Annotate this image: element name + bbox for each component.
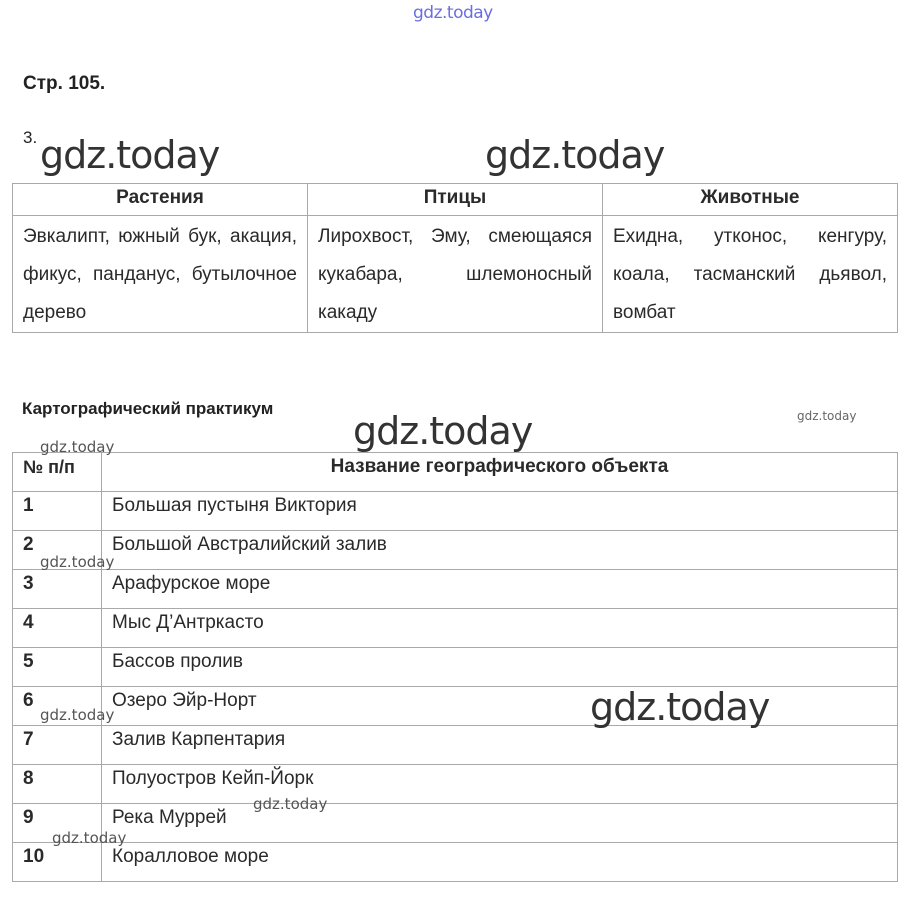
page-title: Стр. 105. — [23, 73, 106, 94]
object-name: Мыс Д’Антркасто — [102, 609, 898, 648]
row-number: 8 — [13, 765, 102, 804]
watermark: gdz.today — [40, 706, 115, 724]
watermark: gdz.today — [40, 133, 220, 177]
cell-plants: Эвкалипт, южный бук, акация, фикус, пандaнус, бутылочное дерево — [13, 216, 308, 333]
table-row — [13, 492, 898, 531]
row-number: 7 — [13, 726, 102, 765]
object-name: Арафурское море — [102, 570, 898, 609]
table-row — [13, 843, 898, 882]
table-row — [13, 648, 898, 687]
header-birds: Птицы — [308, 184, 603, 216]
task-number: 3. — [23, 128, 38, 147]
object-name: Озеро Эйр-Норт — [102, 687, 898, 726]
header-object-name: Название географического объекта — [102, 453, 898, 492]
row-number: 10 — [13, 843, 102, 882]
table-header-row — [13, 184, 898, 216]
watermark: gdz.today — [590, 685, 770, 729]
watermark: gdz.today — [797, 409, 857, 423]
cell-birds: Лирохвост, Эму, смеющаяся кукабара, шлемоносный какаду — [308, 216, 603, 333]
object-name: Большой Австралийский залив — [102, 531, 898, 570]
row-number: 1 — [13, 492, 102, 531]
table-row — [13, 804, 898, 843]
row-number: 4 — [13, 609, 102, 648]
table-header-row — [13, 453, 898, 492]
watermark: gdz.today — [52, 829, 127, 847]
table-row — [13, 609, 898, 648]
table-row — [13, 765, 898, 804]
object-name: Река Муррей — [102, 804, 898, 843]
header-plants: Растения — [13, 184, 308, 216]
object-name: Залив Карпентария — [102, 726, 898, 765]
table-row — [13, 216, 898, 333]
table-row — [13, 726, 898, 765]
cell-animals: Ехидна, утконос, кенгуру, коала, тасманский дьявол, вомбат — [603, 216, 898, 333]
row-number: 3 — [13, 570, 102, 609]
watermark: gdz.today — [485, 133, 665, 177]
section-title: Картографический практикум — [22, 399, 274, 418]
watermark: gdz.today — [40, 438, 115, 456]
table-row — [13, 531, 898, 570]
watermark: gdz.today — [353, 409, 533, 453]
geo-objects-table — [12, 452, 898, 882]
watermark-top: gdz.today — [413, 3, 493, 23]
row-number: 6 — [13, 687, 102, 726]
object-name: Коралловое море — [102, 843, 898, 882]
row-number: 2 — [13, 531, 102, 570]
watermark: gdz.today — [253, 795, 328, 813]
header-animals: Животные — [603, 184, 898, 216]
watermark: gdz.today — [40, 553, 115, 571]
object-name: Большая пустыня Виктория — [102, 492, 898, 531]
object-name: Полуостров Кейп-Йорк — [102, 765, 898, 804]
row-number: 5 — [13, 648, 102, 687]
row-number: 9 — [13, 804, 102, 843]
header-number: № п/п — [13, 453, 102, 492]
organisms-table — [12, 183, 898, 333]
table-row — [13, 570, 898, 609]
object-name: Бассов пролив — [102, 648, 898, 687]
